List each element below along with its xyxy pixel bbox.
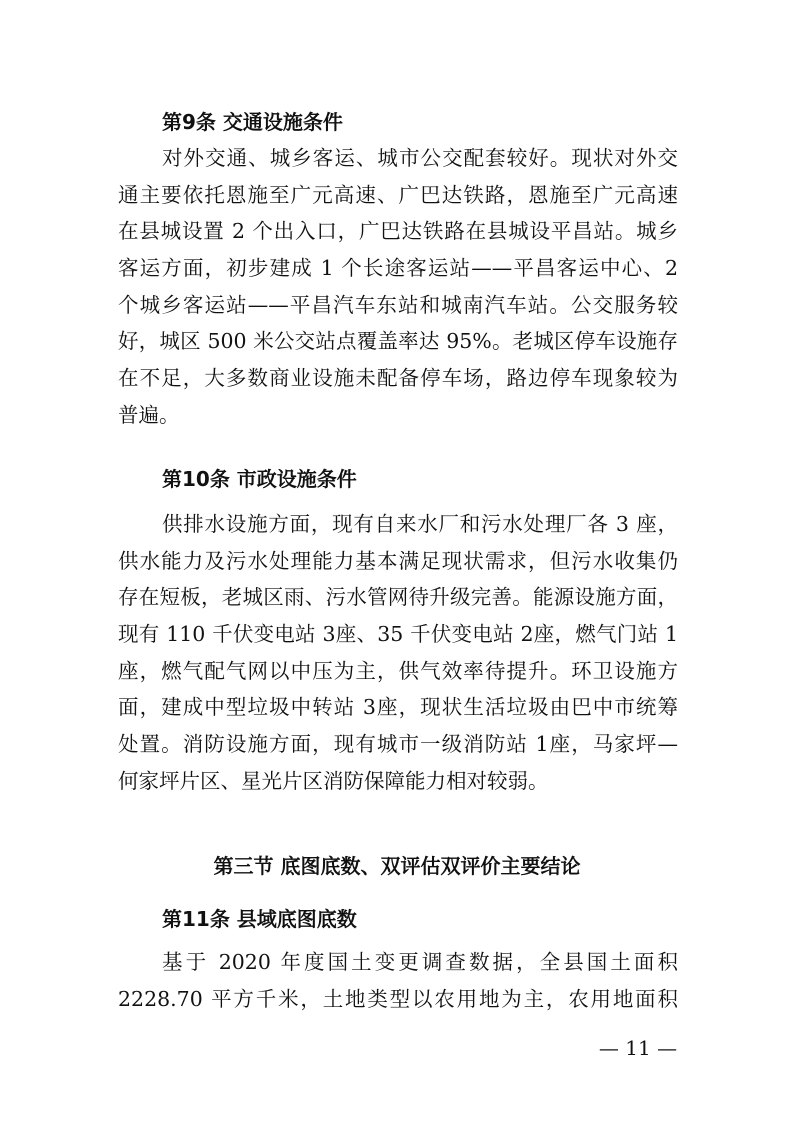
paragraph-line: 面，建成中型垃圾中转站 3座，现状生活垃圾由巴中市统筹 (118, 695, 678, 720)
paragraph-line: 现有 110 千伏变电站 3座、35 千伏变电站 2座，燃气门站 1 (118, 622, 678, 647)
paragraph-line: 在不足，大多数商业设施未配备停车场，路边停车现象较为 (118, 366, 678, 391)
paragraph-line: 何家坪片区、星光片区消防保障能力相对较弱。 (118, 768, 549, 793)
paragraph-line: 对外交通、城乡客运、城市公交配套较好。现状对外交 (162, 146, 678, 170)
section-heading: 第三节 底图底数、双评估双评价主要结论 (213, 854, 581, 878)
paragraph-line: 通主要依托恩施至广元高速、广巴达铁路，恩施至广元高速 (118, 182, 678, 207)
paragraph-line: 2228.70 平方千米，土地类型以农用地为主，农用地面积 (118, 986, 678, 1011)
paragraph-line: 供排水设施方面，现有自来水厂和污水处理厂各 3 座， (162, 512, 678, 536)
paragraph-line: 基于 2020 年度国土变更调查数据，全县国土面积 (162, 950, 678, 974)
paragraph-line: 客运方面，初步建成 1 个长途客运站——平昌客运中心、2 (118, 256, 678, 281)
paragraph-line: 在县城设置 2 个出入口，广巴达铁路在县城设平昌站。城乡 (118, 219, 678, 244)
article-11-heading: 第11条 县域底图底数 (162, 907, 357, 931)
paragraph-line: 好，城区 500 米公交站点覆盖率达 95%。老城区停车设施存 (118, 329, 678, 354)
paragraph-line: 供水能力及污水处理能力基本满足现状需求，但污水收集仍 (118, 548, 678, 573)
paragraph-line: 处置。消防设施方面，现有城市一级消防站 1座，马家坪— (118, 732, 678, 757)
paragraph-line: 座，燃气配气网以中压为主，供气效率待提升。环卫设施方 (118, 658, 678, 683)
page-number: — 11 — (598, 1036, 678, 1060)
article-10-paragraph (118, 506, 678, 800)
article-10-heading: 第10条 市政设施条件 (162, 467, 357, 491)
article-11-paragraph (118, 944, 678, 1017)
article-9-paragraph (118, 140, 678, 434)
article-9-heading: 第9条 交通设施条件 (162, 110, 343, 134)
paragraph-line: 存在短板，老城区雨、污水管网待升级完善。能源设施方面， (118, 585, 678, 610)
paragraph-line: 普遍。 (118, 402, 180, 427)
paragraph-line: 个城乡客运站——平昌汽车东站和城南汽车站。公交服务较 (118, 292, 678, 317)
